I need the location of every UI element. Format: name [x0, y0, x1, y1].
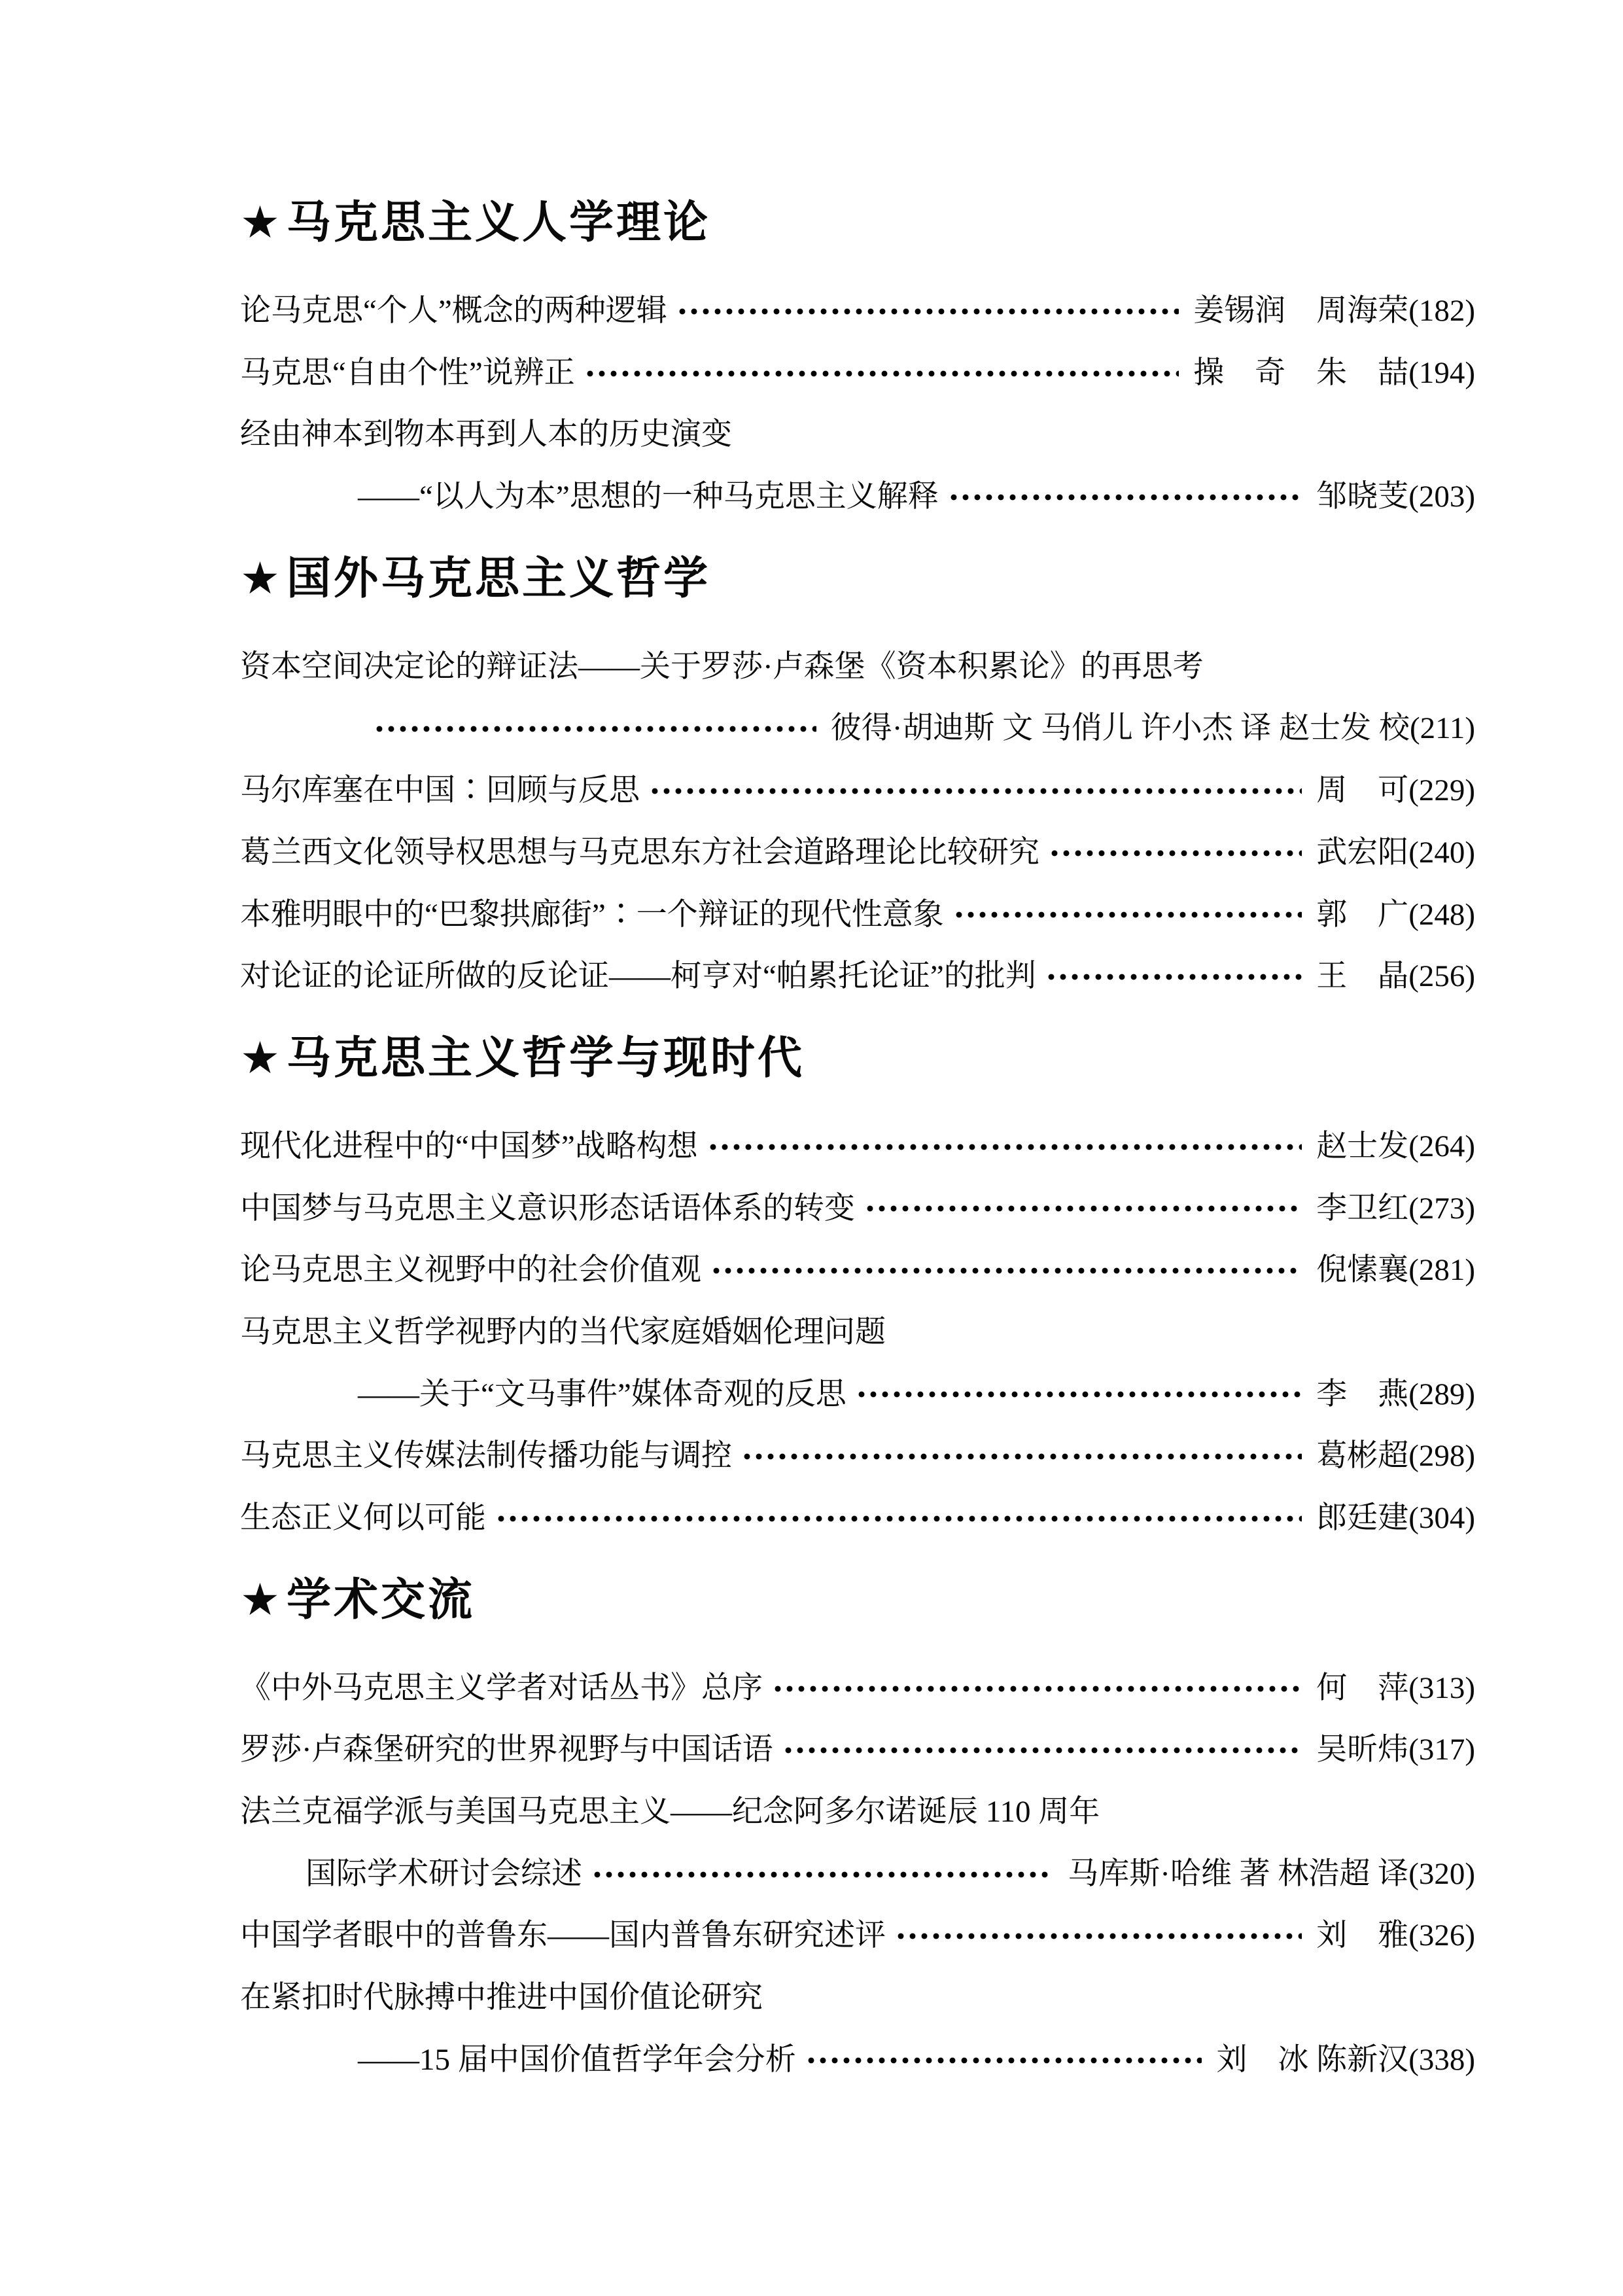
section	[240, 1574, 1475, 2077]
entry-page-number: (320)	[1408, 1856, 1475, 1891]
toc-row	[240, 1439, 1475, 1474]
entry-title: 论马克思“个人”概念的两种逻辑	[240, 294, 667, 328]
toc-row	[240, 294, 1475, 328]
toc-row	[240, 774, 1475, 808]
dot-leader	[649, 775, 1302, 806]
entry-page-number: (240)	[1408, 835, 1475, 870]
entry-title: 生态正义何以可能	[240, 1501, 486, 1535]
dot-leader	[584, 358, 1179, 389]
entry-title: 葛兰西文化领导权思想与马克思东方社会道路理论比较研究	[240, 835, 1039, 870]
entry-page-number: (289)	[1408, 1377, 1475, 1411]
section	[240, 553, 1475, 994]
section-heading-text: 国外马克思主义哲学	[286, 553, 710, 603]
entry-page-number: (211)	[1409, 711, 1475, 746]
entry-author: 郎廷建	[1316, 1501, 1409, 1535]
entry-title: 经由神本到物本再到人本的历史演变	[240, 417, 732, 452]
dot-leader	[707, 1131, 1302, 1162]
toc-row	[358, 1378, 1475, 1412]
dot-leader	[1045, 962, 1302, 993]
toc-row	[240, 836, 1475, 870]
dot-leader	[741, 1441, 1302, 1472]
entry-title: 现代化进程中的“中国梦”战略构想	[240, 1129, 698, 1163]
toc-row	[240, 898, 1475, 932]
section-heading-text: 马克思主义哲学与现时代	[286, 1033, 805, 1083]
entry-author: 马库斯·哈维 著 林浩超 译	[1068, 1856, 1409, 1891]
dot-leader	[782, 1735, 1302, 1766]
star-icon: ★	[240, 1033, 283, 1083]
entry-page-number: (229)	[1408, 773, 1475, 808]
toc-row	[240, 1254, 1475, 1288]
entry-page-number: (273)	[1408, 1191, 1475, 1226]
entry-title: 在紧扣时代脉搏中推进中国价值论研究	[240, 1981, 763, 2015]
entry-author: 何 萍	[1316, 1670, 1409, 1705]
entry-author: 李卫红	[1316, 1191, 1409, 1226]
dot-leader	[864, 1193, 1302, 1224]
dot-leader	[895, 1921, 1302, 1952]
entry-author: 姜锡润 周海荣	[1193, 294, 1409, 328]
entry-title: 对论证的论证所做的反论证——柯亨对“帕累托论证”的批判	[240, 959, 1036, 994]
entry-title: 罗莎·卢森堡研究的世界视野与中国话语	[240, 1733, 773, 1767]
section-heading-text: 学术交流	[286, 1574, 475, 1625]
entry-title: 法兰克福学派与美国马克思主义——纪念阿多尔诺诞辰 110 周年	[240, 1795, 1100, 1829]
entry-page-number: (317)	[1408, 1733, 1475, 1767]
toc-row	[358, 480, 1475, 514]
entry-author: 彼得·胡迪斯 文 马俏儿 许小杰 译 赵士发 校	[830, 711, 1410, 746]
dot-leader	[1049, 838, 1302, 868]
entry-page-number: (304)	[1408, 1501, 1475, 1535]
entry-author: 倪愫襄	[1316, 1253, 1409, 1288]
entry-title: ——15 届中国价值哲学年会分析	[358, 2042, 796, 2077]
dot-leader	[591, 1859, 1053, 1890]
toc-row	[240, 650, 1475, 684]
toc-row	[240, 960, 1475, 994]
toc-row	[364, 712, 1475, 746]
entry-title: 马克思“自由个性”说辨正	[240, 355, 575, 390]
dot-leader	[953, 900, 1302, 930]
toc-row	[358, 2043, 1475, 2077]
entry-title: 马克思主义哲学视野内的当代家庭婚姻伦理问题	[240, 1315, 886, 1349]
entry-author: 吴昕炜	[1316, 1733, 1409, 1767]
entry-author: 王 晶	[1316, 959, 1409, 994]
entry-page-number: (281)	[1408, 1253, 1475, 1288]
entry-title: 本雅明眼中的“巴黎拱廊街”∶一个辩证的现代性意象	[240, 897, 944, 932]
entry-author: 刘 冰 陈新汉	[1216, 2042, 1409, 2077]
entry-author: 葛彬超	[1316, 1439, 1409, 1474]
toc-row	[240, 1733, 1475, 1767]
entry-author: 武宏阳	[1316, 835, 1409, 870]
entry-title: 马尔库塞在中国∶回顾与反思	[240, 773, 640, 808]
entry-title: ——“以人为本”思想的一种马克思主义解释	[358, 480, 939, 514]
toc-row	[305, 1858, 1475, 1892]
entry-page-number: (248)	[1408, 897, 1475, 932]
dot-leader	[805, 2045, 1202, 2075]
dot-leader	[495, 1503, 1302, 1534]
star-icon: ★	[240, 553, 283, 603]
entry-title: 《中外马克思主义学者对话丛书》总序	[240, 1670, 763, 1705]
entry-page-number: (338)	[1408, 2042, 1475, 2077]
toc-row	[240, 1502, 1475, 1536]
entry-author: 刘 雅	[1316, 1918, 1409, 1953]
entry-title: 国际学术研讨会综述	[305, 1856, 582, 1891]
entry-page-number: (256)	[1408, 959, 1475, 994]
dot-leader	[772, 1673, 1302, 1704]
entry-page-number: (313)	[1408, 1670, 1475, 1705]
toc-row	[240, 357, 1475, 391]
section-heading	[240, 553, 1475, 603]
entry-title: 资本空间决定论的辩证法——关于罗莎·卢森堡《资本积累论》的再思考	[240, 649, 1204, 684]
dot-leader	[710, 1256, 1302, 1286]
toc-page	[240, 0, 1475, 2106]
entry-title: 中国梦与马克思主义意识形态话语体系的转变	[240, 1191, 855, 1226]
dot-leader	[948, 482, 1302, 512]
entry-title: 论马克思主义视野中的社会价值观	[240, 1253, 701, 1288]
section-heading	[240, 1574, 1475, 1625]
star-icon: ★	[240, 198, 283, 247]
dot-leader	[374, 714, 816, 745]
entry-author: 郭 广	[1316, 897, 1409, 932]
entry-title: ——关于“文马事件”媒体奇观的反思	[358, 1377, 846, 1411]
entry-page-number: (182)	[1408, 294, 1475, 328]
entry-page-number: (264)	[1408, 1129, 1475, 1163]
section-heading-text: 马克思主义人学理论	[286, 198, 710, 247]
section	[240, 1033, 1475, 1536]
toc-row	[240, 1981, 1475, 2015]
entry-author: 周 可	[1316, 773, 1409, 808]
star-icon: ★	[240, 1574, 283, 1625]
toc-row	[240, 1919, 1475, 1953]
toc-row	[240, 1795, 1475, 1829]
dot-leader	[856, 1379, 1302, 1410]
section-heading	[240, 200, 1475, 245]
entry-author: 赵士发	[1316, 1129, 1409, 1163]
toc-row	[240, 1130, 1475, 1164]
entry-page-number: (203)	[1408, 480, 1475, 514]
entry-page-number: (194)	[1408, 355, 1475, 390]
toc-row	[240, 418, 1475, 452]
entry-title: 中国学者眼中的普鲁东——国内普鲁东研究述评	[240, 1918, 886, 1953]
entry-page-number: (326)	[1408, 1918, 1475, 1953]
section-heading	[240, 1033, 1475, 1083]
section	[240, 200, 1475, 514]
entry-page-number: (298)	[1408, 1439, 1475, 1474]
entry-author: 李 燕	[1316, 1377, 1409, 1411]
entry-author: 邹晓芰	[1316, 480, 1409, 514]
entry-title: 马克思主义传媒法制传播功能与调控	[240, 1439, 732, 1474]
toc-row	[240, 1192, 1475, 1226]
dot-leader	[676, 296, 1179, 327]
toc-row	[240, 1672, 1475, 1706]
entry-author: 操 奇 朱 喆	[1193, 355, 1409, 390]
toc-row	[240, 1316, 1475, 1350]
